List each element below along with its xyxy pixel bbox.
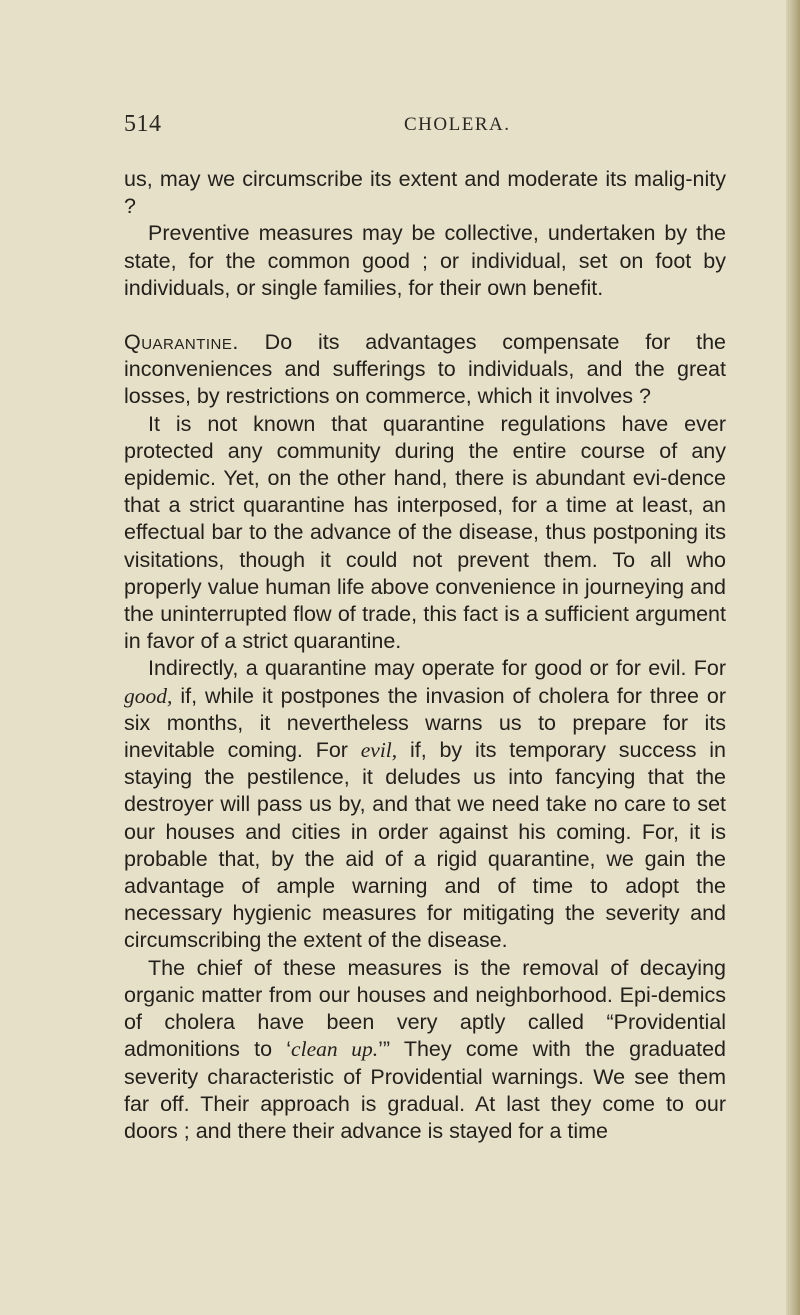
paragraph-5-part-2: if, while it postpones the invasion of cholera for three or six months, it nevertheless warns us to prepare for its inevitable coming. For bbox=[124, 683, 726, 763]
paragraph-6 bbox=[124, 955, 726, 1145]
page-edge-shadow bbox=[788, 0, 790, 1315]
italic-clean-up: clean up. bbox=[291, 1037, 379, 1062]
body-text bbox=[124, 166, 726, 1145]
italic-good: good, bbox=[124, 683, 173, 708]
paragraph-5 bbox=[124, 655, 726, 954]
paragraph-2: Preventive measures may be collective, undertaken by the state, for the common good ; or individual, set on foot by individuals, or single families, for their own benefit. bbox=[124, 221, 726, 300]
page-number: 514 bbox=[124, 111, 162, 137]
paragraph-1: us, may we circumscribe its extent and moderate its malig-nity ? bbox=[124, 167, 726, 219]
paragraph-6-part-2: ’” They come with the graduated severity characteristic of Providential warnings. We see them far off. Their approach is gradual. At last they come to our doors ; and there their advance is stayed for a time bbox=[124, 1037, 726, 1143]
paragraph-quarantine bbox=[124, 329, 726, 411]
paragraph-5-part-3: if, by its temporary success in staying the pestilence, it deludes us into fancying that the destroyer will pass us by, and that we need take no care to set our houses and cities in order against his coming. For, it is probable that, by the aid of a rigid quarantine, we gain the advantage of ample warning and of time to adopt the necessary hygienic measures for mitigating the severity and circumscribing the extent of the disease. bbox=[124, 738, 726, 953]
paragraph-3-text: Do its advantages compensate for the inconveniences and sufferings to individuals, and the great losses, by restrictions on commerce, which it involves ? bbox=[124, 330, 726, 409]
paragraph-6-part-1: The chief of these measures is the removal of decaying organic matter from our houses and neighborhood. Epi-demics of cholera have been very aptly called “Providential admonitions to ‘ bbox=[124, 955, 726, 1062]
italic-evil: evil, bbox=[360, 738, 398, 763]
paragraph-4: It is not known that quarantine regulations have ever protected any community during the entire course of any epidemic. Yet, on the other hand, there is abundant evi-dence that a strict quarantine has interposed, for a time at least, an effectual bar to the advance of the disease, thus postponing its visitations, though it could not prevent them. To all who properly value human life above convenience in journeying and the uninterrupted flow of trade, this fact is a sufficient argument in favor of a strict quarantine. bbox=[124, 411, 726, 654]
paragraph-5-part-1: Indirectly, a quarantine may operate for good or for evil. For bbox=[148, 656, 726, 681]
running-head: CHOLERA. bbox=[404, 114, 511, 135]
section-heading-quarantine: Quarantine. bbox=[124, 330, 239, 355]
page-header bbox=[124, 111, 714, 141]
